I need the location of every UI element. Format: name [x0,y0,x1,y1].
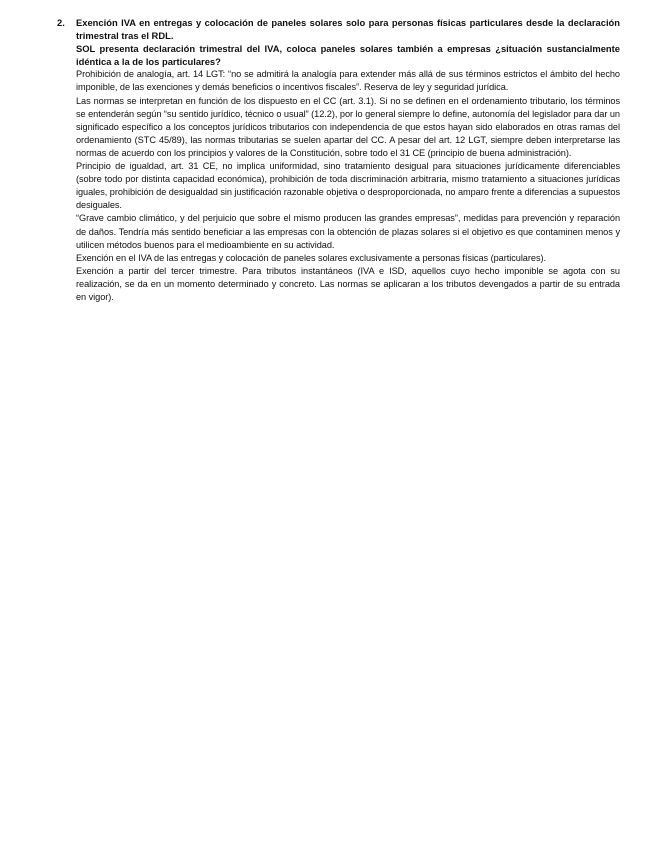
section-body [76,16,620,304]
paragraph-climate: “Grave cambio climático, y del perjuicio que sobre el mismo producen las grandes empresas”, medidas para prevención y reparación de daños. Tendría más sentido beneficiar a las empresas con la obtención de plazas solares si el objetivo es que contaminen menos y utilicen métodos buenos para el medioambiente en su actividad. [76,213,620,250]
section-2 [57,16,620,304]
paragraph-timing: Exención a partir del tercer trimestre. Para tributos instantáneos (IVA e ISD, aquellos cuyo hecho imponible se agota con su realización, se da en un momento determinado y concreto. Las normas se aplicaran a los tributos devengados a partir de su entrada en vigor). [76,265,620,302]
item-number: 2. [57,17,65,28]
paragraph-equality: Principio de igualdad, art. 31 CE, no implica uniformidad, sino tratamiento desigual para situaciones jurídicamente diferenciables (sobre todo por distinta capacidad económica), prohibición de toda discriminación arbitraria, mismo tratamiento a situaciones jurídicas iguales, prohibición de desigualdad sin justificación razonable objetiva o desproporcionada, no amparo frente a diferencias a supuestos desiguales. [76,161,620,211]
paragraph-interpretation: Las normas se interpretan en función de los dispuesto en el CC (art. 3.1). Si no se definen en el ordenamiento tributario, los términos se entenderán según “su sentido jurídico, técnico o usual” (12.2), por lo general siempre lo define, autonomía del legislador para dar un significado específico a los conceptos jurídicos tributarios con independencia de que estos hayan sido elaborados en otras ramas del ordenamiento (STC 45/89), las normas tributarias se suelen apartar del CC. A pesar del art. 12 LGT, siempre deben interpretarse las normas de acuerdo con los principios y valores de la Constitución, sobre todo el 31 CE (principio de buena administración). [76,95,620,158]
section-title: Exención IVA en entregas y colocación de paneles solares solo para personas físicas particulares desde la declaración trimestral tras el RDL. [76,17,620,42]
section-heading-row [57,16,620,304]
section-question: SOL presenta declaración trimestral del IVA, coloca paneles solares también a empresas ¿situación sustancialmente idéntica a la de los particulares? [76,43,620,68]
paragraph-exemption: Exención en el IVA de las entregas y colocación de paneles solares exclusivamente a personas físicas (particulares). [76,252,546,263]
paragraph-analogy: Prohibición de analogía, art. 14 LGT: “no se admitirá la analogía para extender más allá de sus términos estrictos el ámbito del hecho imponible, de las exenciones y demás beneficios o incentivos fiscales”. Reserva de ley y seguridad jurídica. [76,69,620,93]
